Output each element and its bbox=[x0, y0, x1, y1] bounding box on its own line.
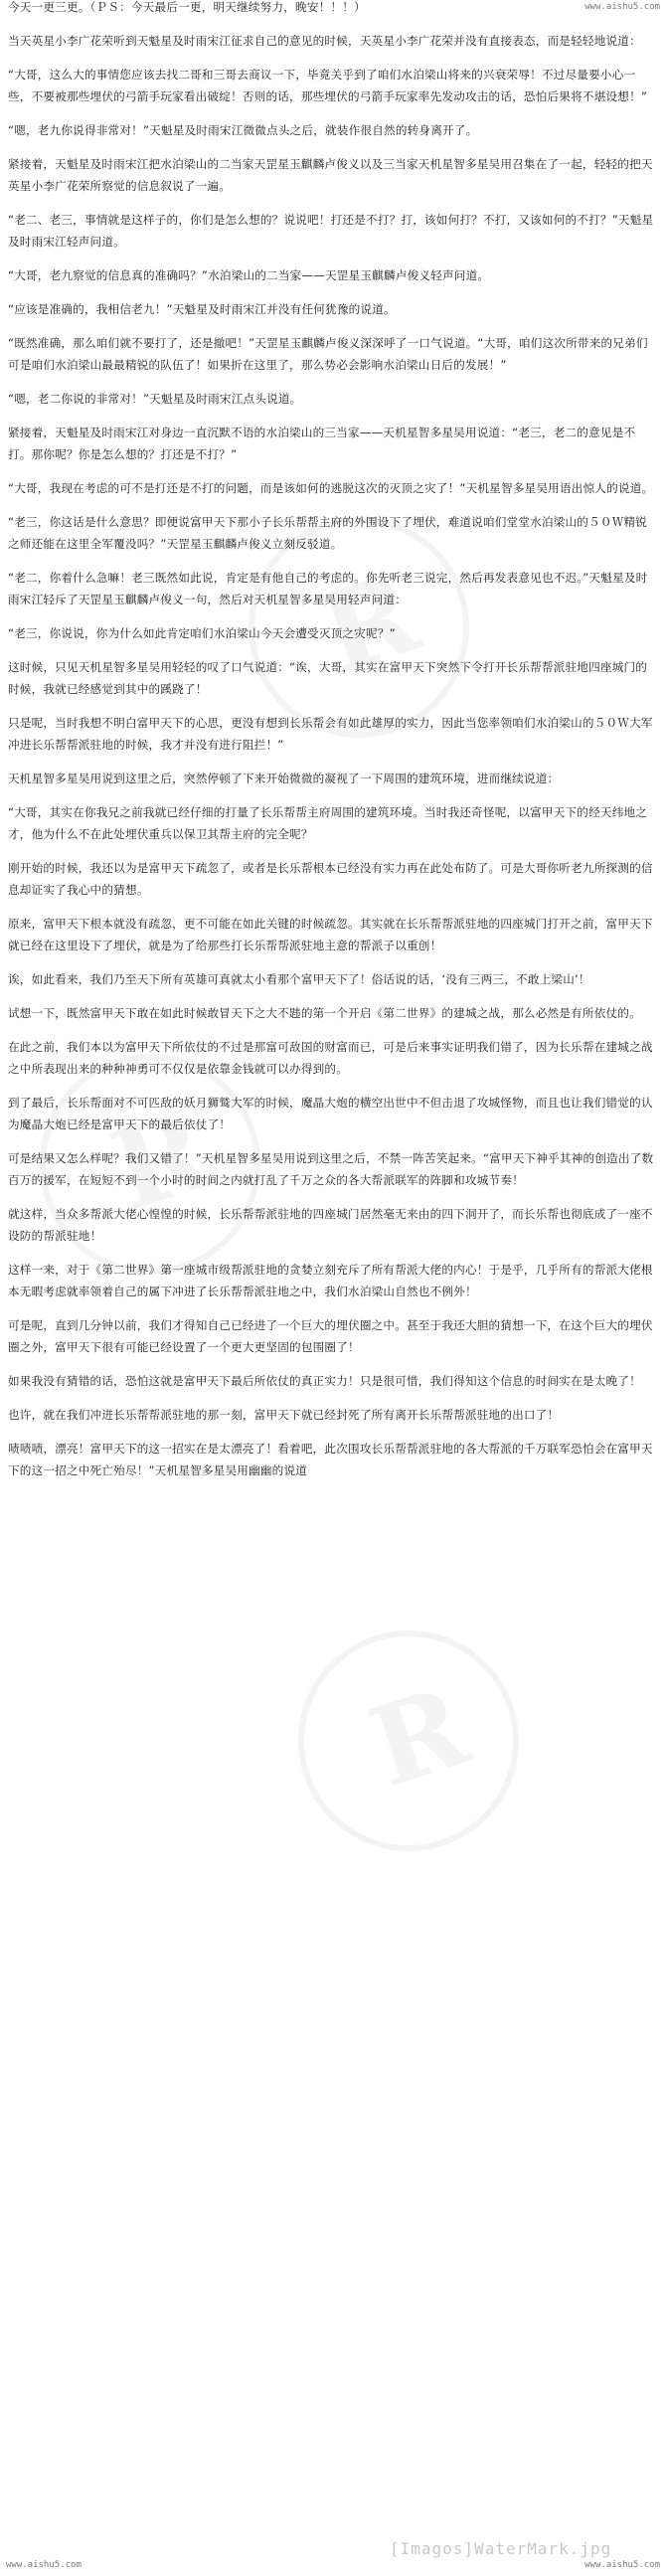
paragraph: “大哥，老九察觉的信息真的准确吗？”水泊梁山的二当家——天罡星玉麒麟卢俊义轻声问道。 bbox=[8, 268, 490, 282]
paragraph: 这时候，只见天机星智多星吴用轻轻的叹了口气说道：“诶，大哥，其实在富甲天下突然下令打开长乐帮帮派驻地四座城门的时候，我就已经感觉到其中的蹊跷了！ bbox=[8, 660, 648, 696]
paragraph: “嗯，老九你说得非常对！”天魁星及时雨宋江微微点头之后，就装作很自然的转身离开了。 bbox=[8, 123, 478, 137]
paragraph: 天机星智多星吴用说到这里之后，突然停顿了下来开始微微的凝视了一下周围的建筑环境，进而继续说道： bbox=[8, 772, 560, 785]
paragraph: 这样一来，对于《第二世界》第一座城市级帮派驻地的贪婪立刻充斥了所有帮派大佬的内心！于是乎，几乎所有的帮派大佬根本无暇考虑就率领着自己的属下冲进了长乐帮帮派驻地之中，我们水泊梁山自然也不例外！ bbox=[8, 1263, 653, 1298]
paragraph: 也许，就在我们冲进长乐帮帮派驻地的那一刻，富甲天下就已经封死了所有离开长乐帮帮派驻地的出口了！ bbox=[8, 1408, 560, 1422]
paragraph: 在此之前，我们本以为富甲天下所依仗的不过是那富可敌国的财富而已，可是后来事实证明我们错了，因为长乐帮在建城之战之中所表现出来的种种神勇可不仅仅是依靠金钱就可以办得到的。 bbox=[8, 1040, 653, 1076]
site-url-top: www.aishu5.com bbox=[584, 2, 660, 12]
paragraph: 只是呢，当时我想不明白富甲天下的心思，更没有想到长乐帮会有如此雄厚的实力，因此当您率领咱们水泊梁山的５０Ｗ大军冲进长乐帮帮派驻地的时候，我才并没有进行阻拦！” bbox=[8, 716, 653, 752]
paragraph: 诶，如此看来，我们乃至天下所有英雄可真就太小看那个富甲天下了！俗话说的话，‘没有三两三，不敢上梁山’！ bbox=[8, 972, 590, 986]
paragraph: “嗯，老二你说的非常对！”天魁星及时雨宋江点头说道。 bbox=[8, 392, 302, 406]
paragraph: “老三，你说说，你为什么如此肯定咱们水泊梁山今天会遭受灭顶之灾呢？” bbox=[8, 626, 396, 640]
site-url-bottom-right: www.aishu5.com bbox=[584, 2560, 660, 2570]
paragraph: 原来，富甲天下根本就没有疏忽，更不可能在如此关键的时候疏忽。其实就在长乐帮帮派驻地的四座城门打开之前，富甲天下就已经在这里设下了埋伏，就是为了给那些打长乐帮帮派驻地主意的帮派子以重创！ bbox=[8, 917, 653, 952]
paragraph: “应该是准确的，我相信老九！”天魁星及时雨宋江并没有任何犹豫的说道。 bbox=[8, 302, 396, 316]
paragraph: “大哥，我现在考虑的可不是打还是不打的问题，而是该如何的逃脱这次的灭顶之灾了！”天机星智多星吴用语出惊人的说道。 bbox=[8, 481, 654, 495]
chapter-body bbox=[8, 0, 658, 1493]
paragraph: 如果我没有猜错的话，恐怕这就是富甲天下最后所依仗的真正实力！只是很可惜，我们得知这个信息的时间实在是太晚了！ bbox=[8, 1374, 641, 1388]
paragraph: “老二、老三，事情就是这样子的，你们是怎么想的？说说吧！打还是不打？打，该如何打？不打，又该如何的不打？”天魁星及时雨宋江轻声问道。 bbox=[8, 213, 654, 249]
paragraph: 可是结果又怎么样呢？我们又错了！”天机星智多星吴用说到这里之后，不禁一阵苦笑起来。“富甲天下神乎其神的创造出了数百万的援军，在短短不到一个小时的时间之内就打乱了千万之众的各大帮派联军的阵脚和攻城节奏！ bbox=[8, 1151, 654, 1187]
paragraph: “大哥，这么大的事情您应该去找二哥和三哥去商议一下，毕竟关乎到了咱们水泊梁山将来的兴衰荣辱！不过尽量要小心一些，不要被那些埋伏的弓箭手玩家看出破绽！否则的话，那些埋伏的弓箭手玩家率先发动攻击的话，恐怕后果将不堪设想！” bbox=[8, 68, 648, 103]
paragraph: “大哥，其实在你我兄之前我就已经仔细的打量了长乐帮帮主府周围的建筑环境。当时我还奇怪呢，以富甲天下的经天纬地之才，他为什么不在此处埋伏重兵以保卫其帮主府的完全呢？ bbox=[8, 805, 648, 841]
paragraph: 啧啧啧，漂亮！富甲天下的这一招实在是太漂亮了！看着吧，此次围攻长乐帮帮派驻地的各大帮派的千万联军恐怕会在富甲天下的这一招之中死亡殆尽！”天机星智多星吴用幽幽的说道 bbox=[8, 1442, 653, 1477]
paragraph: 试想一下，既然富甲天下敢在如此时候敢冒天下之大不韪的第一个开启《第二世界》的建城之战，那么必然是有所依仗的。 bbox=[8, 1006, 641, 1020]
paragraph: 紧接着，天魁星及时雨宋江把水泊梁山的二当家天罡星玉麒麟卢俊义以及三当家天机星智多星吴用召集在了一起，轻轻的把天英星小李广花荣所察觉的信息叙说了一遍。 bbox=[8, 157, 653, 193]
paragraph: 可是呢，直到几分钟以前，我们才得知自己已经进了一个巨大的埋伏圈之中。甚至于我还大胆的猜想一下，在这个巨大的埋伏圈之外，富甲天下很有可能已经设置了一个更大更坚固的包围圈了！ bbox=[8, 1318, 653, 1354]
paragraph: 到了最后，长乐帮面对不可匹敌的妖月狮鹫大军的时候，魔晶大炮的横空出世中不但击退了攻城怪物，而且也让我们错觉的认为魔晶大炮已经是富甲天下的最后依仗了！ bbox=[8, 1096, 653, 1131]
watermark-stamp: [Imagos]WaterMark.jpg bbox=[390, 2539, 612, 2558]
header-note: 今天一更三更。（ＰＳ：今天最后一更，明天继续努力，晚安！！！） bbox=[8, 0, 366, 14]
paragraph: “老二，你着什么急嘛！老三既然如此说，肯定是有他自己的考虑的。你先听老三说完，然后再发表意见也不迟。”天魁星及时雨宋江轻斥了天罡星玉麒麟卢俊义一句，然后对天机星智多星吴用轻声问道： bbox=[8, 571, 648, 606]
paragraph: 紧接着，天魁星及时雨宋江对身边一直沉默不语的水泊梁山的三当家——天机星智多星吴用说道：“老三，老二的意见是不打。那你呢？你是怎么想的？打还是不打？” bbox=[8, 426, 636, 461]
paragraph: “既然准确，那么咱们就不要打了，还是撤吧！”天罡星玉麒麟卢俊义深深呼了一口气说道。“大哥，咱们这次所带来的兄弟们可是咱们水泊梁山最最精锐的队伍了！如果折在这里了，那么势必会影响水泊梁山日后的发展！” bbox=[8, 336, 648, 372]
logo-watermark bbox=[269, 1602, 548, 1880]
site-url-bottom-left: www.aishu5.com bbox=[6, 2560, 82, 2570]
paragraph: “老三，你这话是什么意思？即便说富甲天下那小子长乐帮帮主府的外围设下了埋伏，难道说咱们堂堂水泊梁山的５０Ｗ精锐之师还能在这里全军覆没吗？”天罡星玉麒麟卢俊义立刻反驳道。 bbox=[8, 515, 648, 551]
paragraph: 当天英星小李广花荣听到天魁星及时雨宋江征求自己的意见的时候，天英星小李广花荣并没有直接表态，而是轻轻地说道： bbox=[8, 34, 641, 48]
paragraph: 就这样，当众多帮派大佬心惶惶的时候，长乐帮帮派驻地的四座城门居然毫无来由的四下洞开了，而长乐帮也彻底成了一座不设防的帮派驻地！ bbox=[8, 1207, 653, 1243]
paragraph: 刚开始的时候，我还以为是富甲天下疏忽了，或者是长乐帮根本已经没有实力再在此处布防了。可是大哥你听老九所探测的信息却证实了我心中的猜想。 bbox=[8, 861, 653, 897]
